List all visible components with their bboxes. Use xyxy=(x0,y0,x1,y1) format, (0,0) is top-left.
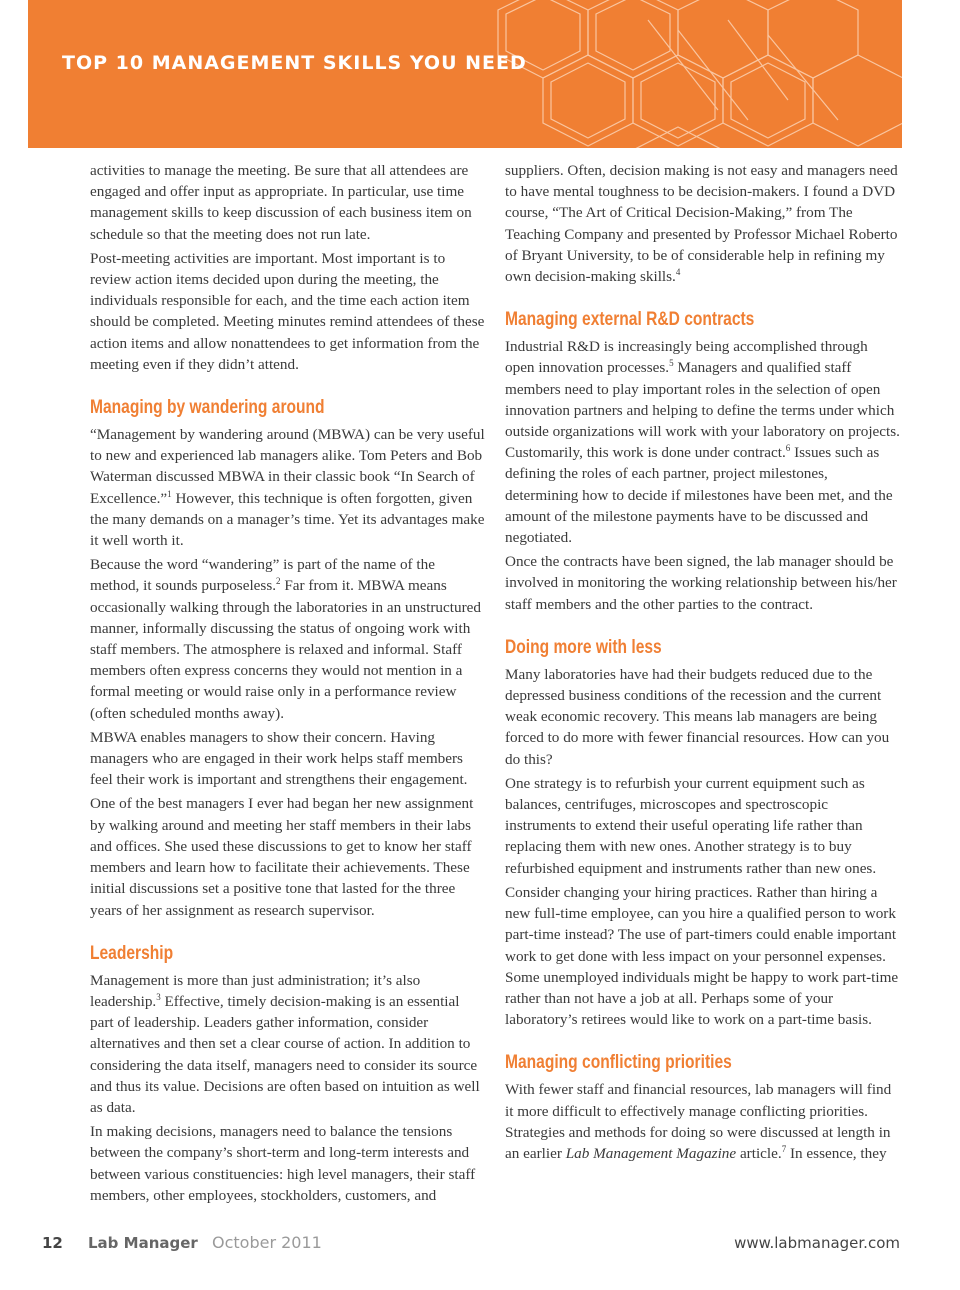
section-heading-doing-more: Doing more with less xyxy=(505,636,662,658)
hexagon-wireframe-graphic xyxy=(28,0,902,148)
magazine-name: Lab Manager xyxy=(88,1234,198,1252)
paragraph: Post-meeting activities are important. Most important is to review action items decided upon during the meeting, the individuals responsible for each, and the time each action item should be completed. Meeting minutes remind attendees of these action items and allow nonattendees to get information from the meeting even if they didn’t attend. xyxy=(90,249,485,373)
website-link[interactable]: www.labmanager.com xyxy=(734,1234,900,1252)
footnote-ref: 3 xyxy=(156,991,161,1002)
paragraph: Industrial R&D is increasingly being accomplished through open innovation processes.$^5$ Managers and qualified staff members need to play important roles in the selection of open innovation partners and helping to define the terms under which outside organizations will work with your laboratory on projects. Customarily, this work is done under contract.$^6$ Issues such as defining the roles of each partner, project milestones, determining how to decide if milestones have been met, and the amount of the milestone payments have to be discussed and negotiated. xyxy=(505,338,900,547)
left-column xyxy=(90,160,486,1209)
paragraph: MBWA enables managers to show their concern. Having managers who are engaged in their work helps staff members feel their work is important and strengthens their engagement. xyxy=(90,728,468,789)
paragraph: Because the word “wandering” is part of the name of the method, it sounds purposeless.$^2$ Far from it. MBWA means occasionally walking through the laboratories in an unstructured manner, informally discussing the status of ongoing work with staff members. The atmosphere is relaxed and informal. Staff members often express concerns they would not mention in a formal meeting or would raise only in a performance review (often scheduled months away). xyxy=(90,556,481,722)
right-column xyxy=(505,160,901,1167)
header-banner xyxy=(28,0,902,148)
paragraph: One of the best managers I ever had began her new assignment by walking around and meeting her staff members in their labs and offices. She used these discussions to get to know her staff members and learn how to facilitate their achievements. These initial discussions set a positive tone that lasted for the three years of her assignment as research supervisor. xyxy=(90,795,474,919)
paragraph: In making decisions, managers need to balance the tensions between the company’s short-term and long-term interests and between various constituencies: high level managers, their staff members, other employees, stockholders, customers, and xyxy=(90,1123,476,1204)
footnote-ref: 6 xyxy=(785,443,791,454)
paragraph: Management is more than just administration; it’s also leadership.$^3$ Effective, timely decision-making is an essential part of leadership. Leaders gather information, consider alternatives and then set a clear course of action. In addition to considering the data itself, managers need to consider its source and thus its value. Decisions are often based on intuition as well as data. xyxy=(90,971,480,1116)
footnote-ref: 2 xyxy=(276,576,281,587)
issue-date: October 2011 xyxy=(212,1233,322,1252)
section-heading-leadership: Leadership xyxy=(90,942,174,964)
paragraph: Once the contracts have been signed, the lab manager should be involved in monitoring the working relationship between his/her staff members and the other parties to the contract. xyxy=(505,553,897,613)
section-heading-priorities: Managing conflicting priorities xyxy=(505,1052,732,1074)
page-number: 12 xyxy=(42,1234,63,1252)
banner-title: TOP 10 MANAGEMENT SKILLS YOU NEED xyxy=(62,52,527,74)
paragraph: One strategy is to refurbish your current equipment such as balances, centrifuges, microscopes and spectroscopic instruments to extend their useful operating life rather than replacing them with new ones. Another strategy is to buy refurbished equipment and instruments rather than new ones. xyxy=(505,774,877,877)
paragraph: Many laboratories have had their budgets reduced due to the depressed business conditions of the recession and the current weak economic recovery. This means lab managers are being forced to do more with fewer financial resources. How can you do this? xyxy=(505,665,890,768)
paragraph: With fewer staff and financial resources, lab managers will find it more difficult to effectively manage conflicting priorities. Strategies and methods for doing so were discussed at length in an earlier Lab Management Magazine article.$^7$ In essence, they xyxy=(505,1081,892,1162)
paragraph: “Management by wandering around (MBWA) can be very useful to new and experienced lab managers alike. Tom Peters and Bob Waterman discussed MBWA in their classic book “In Search of Excellence.”$^1$ However, this technique is often forgotten, given the many demands on a manager’s time. Yet its advantages make it well worth it. xyxy=(90,426,485,550)
footnote-ref: 4 xyxy=(675,266,681,277)
paragraph: suppliers. Often, decision making is not easy and managers need to have mental toughness to be decision-makers. I found a DVD course, “The Art of Critical Decision-Making,” from The Teaching Company and presented by Professor Michael Roberto of Bryant University, to be of considerable help in refining my own decision-making skills.$^4$ xyxy=(505,162,898,286)
magazine-title: Lab Management Magazine xyxy=(565,1144,737,1162)
paragraph: Consider changing your hiring practices. Rather than hiring a new full-time employee, can you hire a qualified person to work part-time instead? The use of part-timers could enable important work to get done with less impact on your personnel expenses. Some unemployed individuals might be happy to work part-time rather than not have a job at all. Perhaps some of your laboratory’s retirees would like to work on a part-time basis. xyxy=(505,883,899,1029)
footnote-ref: 1 xyxy=(167,488,172,499)
page-footer xyxy=(0,1232,960,1256)
paragraph: activities to manage the meeting. Be sure that all attendees are engaged and offer input as appropriate. In particular, use time management skills to keep discussion of each business item on schedule so that the meeting does not run late. xyxy=(90,162,472,243)
footnote-ref: 5 xyxy=(669,358,674,369)
section-heading-rd-contracts: Managing external R&D contracts xyxy=(505,309,755,331)
section-heading-wandering: Managing by wandering around xyxy=(90,397,325,419)
footnote-ref: 7 xyxy=(781,1143,787,1154)
